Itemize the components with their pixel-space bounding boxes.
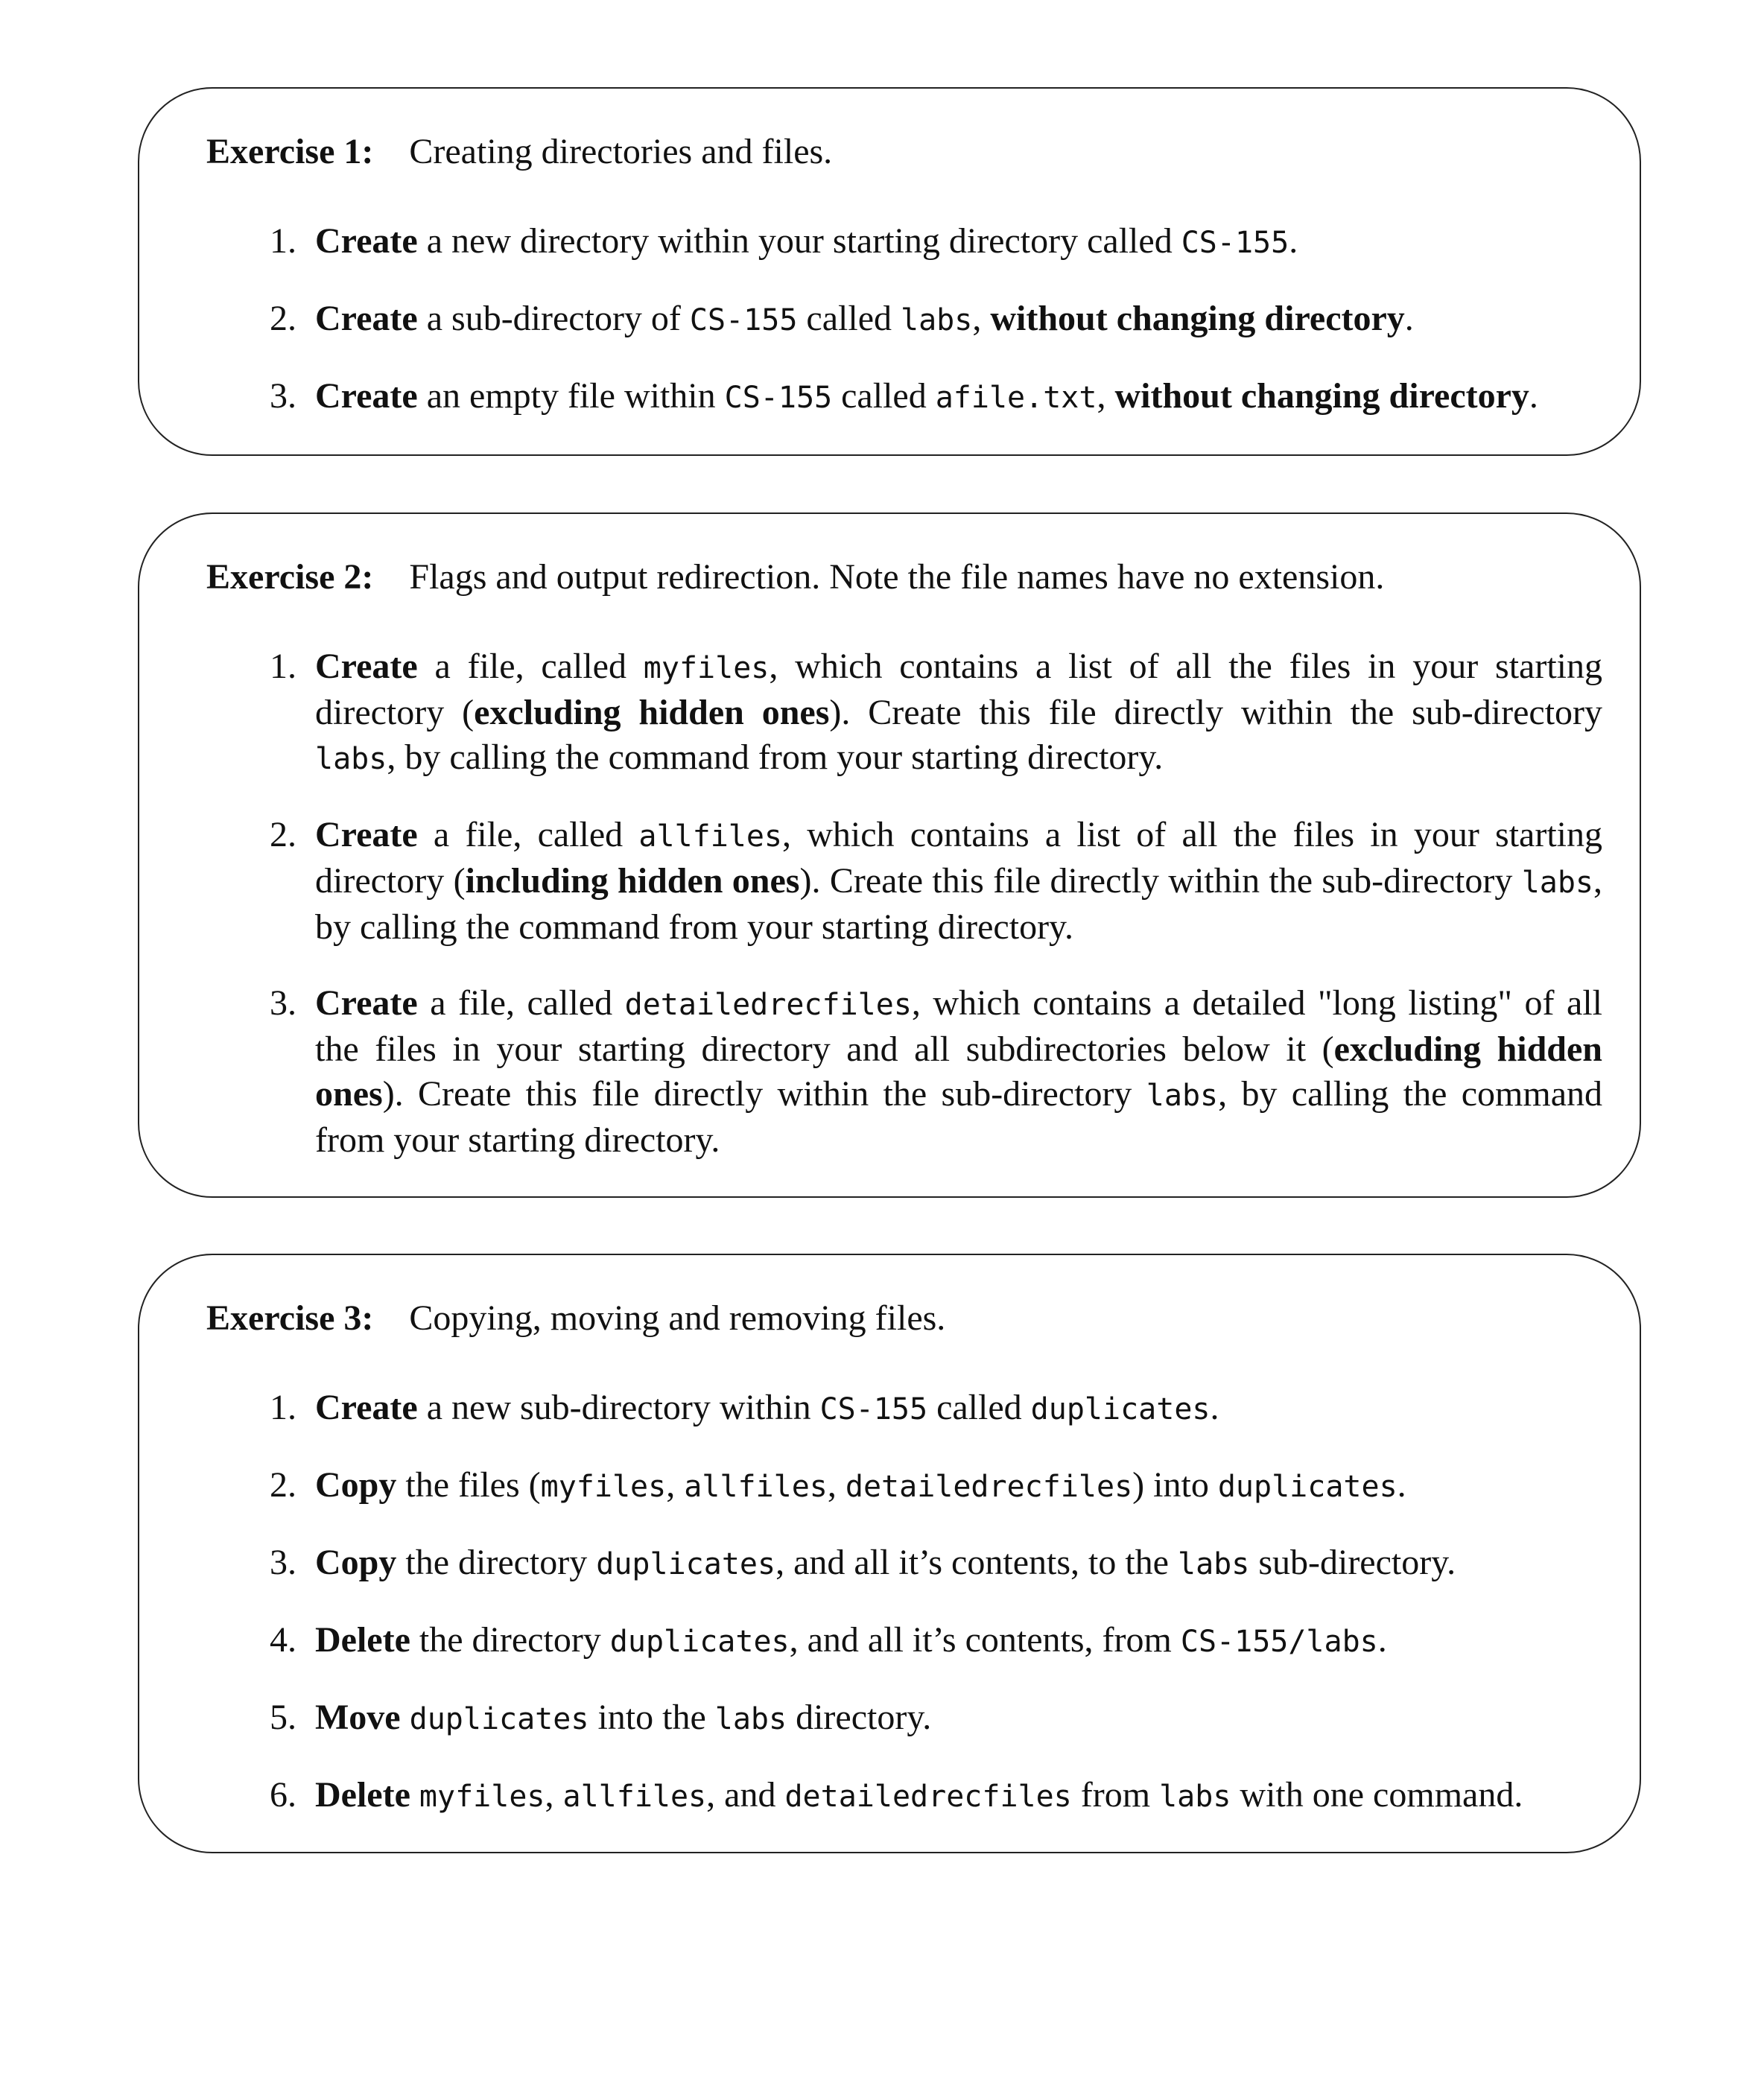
plain-text: a sub-directory of — [417, 299, 690, 338]
plain-text: a new directory within your starting directory called — [417, 221, 1181, 261]
plain-text: , which contains a list of all the files in your starting directory ( — [315, 815, 1603, 901]
exercise-header — [206, 1296, 945, 1341]
plain-text: the directory — [396, 1543, 597, 1582]
plain-text: the files ( — [396, 1465, 541, 1505]
code-text: labs — [1146, 1079, 1219, 1113]
code-text: allfiles — [562, 1780, 707, 1814]
item-number: 2. — [270, 815, 296, 854]
code-text: duplicates — [1030, 1392, 1211, 1426]
exercise-item — [139, 374, 1640, 420]
plain-text: from — [1071, 1775, 1160, 1815]
bold-text: Create — [315, 376, 418, 416]
plain-text: with one command. — [1231, 1775, 1523, 1815]
code-text: duplicates — [409, 1702, 589, 1736]
item-text — [315, 1540, 1602, 1587]
plain-text: . — [1289, 221, 1298, 261]
plain-text: into the — [588, 1698, 715, 1737]
item-text — [315, 219, 1602, 265]
code-text: myfiles — [643, 651, 770, 685]
plain-text: . — [1210, 1388, 1219, 1427]
plain-text: ). Create this file directly within the sub-directory — [799, 861, 1522, 901]
exercise-2-box — [138, 512, 1641, 1198]
item-text — [315, 644, 1602, 781]
exercise-item — [139, 1386, 1640, 1432]
bold-text: including hidden ones — [465, 861, 800, 901]
exercise-description: Creating directories and files. — [409, 132, 833, 171]
plain-text: , and — [706, 1775, 785, 1815]
code-text: labs — [315, 742, 387, 776]
item-number: 2. — [270, 299, 296, 338]
plain-text: , which contains a detailed "long listing" of all the files in your starting directory and all subdirectories below it ( — [315, 983, 1603, 1069]
plain-text: , — [1097, 376, 1115, 416]
exercise-description: Copying, moving and removing files. — [409, 1298, 946, 1338]
bold-text: without changing directory — [990, 299, 1405, 338]
bold-text: Delete — [315, 1620, 410, 1660]
plain-text: an empty file within — [417, 376, 725, 416]
exercise-items — [139, 219, 1640, 451]
bold-text: Create — [315, 299, 418, 338]
exercise-item — [139, 1463, 1640, 1509]
item-text — [315, 981, 1602, 1163]
code-text: detailedrecfiles — [845, 1470, 1133, 1504]
plain-text: called — [832, 376, 936, 416]
plain-text: a file, called — [417, 647, 644, 686]
code-text: labs — [1177, 1547, 1250, 1581]
bold-text: Create — [315, 1388, 418, 1427]
item-number: 1. — [270, 221, 296, 261]
exercise-label: Exercise 3: — [206, 1298, 374, 1338]
item-number: 3. — [270, 983, 296, 1023]
plain-text: , and all it’s contents, to the — [775, 1543, 1178, 1582]
plain-text: directory. — [787, 1698, 932, 1737]
item-number: 1. — [270, 1388, 296, 1427]
code-text: labs — [714, 1702, 787, 1736]
code-text: detailedrecfiles — [784, 1780, 1072, 1814]
plain-text: , and all it’s contents, from — [789, 1620, 1181, 1660]
bold-text: Create — [315, 983, 418, 1023]
plain-text: the directory — [410, 1620, 610, 1660]
plain-text: , — [827, 1465, 845, 1505]
exercise-label: Exercise 2: — [206, 557, 374, 597]
exercise-header — [206, 130, 832, 174]
code-text: duplicates — [1217, 1470, 1397, 1504]
code-text: detailedrecfiles — [624, 988, 912, 1022]
plain-text: . — [1397, 1465, 1406, 1505]
plain-text: a file, called — [417, 815, 639, 854]
exercise-description: Flags and output redirection. Note the file names have no extension. — [409, 557, 1385, 597]
exercise-item — [139, 813, 1640, 950]
item-text — [315, 296, 1602, 343]
code-text: labs — [901, 303, 973, 337]
item-number: 3. — [270, 376, 296, 416]
exercise-item — [139, 1773, 1640, 1819]
plain-text: ) into — [1132, 1465, 1218, 1505]
item-text — [315, 1386, 1602, 1432]
plain-text: ). Create this file directly within the sub-directory — [829, 693, 1603, 732]
exercise-1-box — [138, 87, 1641, 456]
plain-text: , which contains a list of all the files in your starting directory ( — [315, 647, 1603, 732]
plain-text: called — [927, 1388, 1031, 1427]
exercise-item — [139, 981, 1640, 1163]
code-text: duplicates — [609, 1625, 790, 1659]
exercise-3-box — [138, 1254, 1641, 1853]
code-text: CS-155 — [689, 303, 798, 337]
exercise-item — [139, 1695, 1640, 1742]
item-text — [315, 1773, 1602, 1819]
item-number: 6. — [270, 1775, 296, 1815]
plain-text: , — [666, 1465, 685, 1505]
plain-text: , by calling the command from your starting directory. — [315, 861, 1603, 947]
code-text: CS-155 — [724, 381, 833, 415]
plain-text: , by calling the command from your starting directory. — [387, 737, 1164, 777]
bold-text: Move — [315, 1698, 401, 1737]
code-text: allfiles — [684, 1470, 828, 1504]
bold-text: Create — [315, 815, 418, 854]
code-text: labs — [1159, 1780, 1231, 1814]
code-text: CS-155 — [1181, 226, 1289, 260]
code-text: labs — [1521, 866, 1594, 900]
item-text — [315, 1463, 1602, 1509]
code-text: CS-155 — [819, 1392, 928, 1426]
plain-text: . — [1377, 1620, 1387, 1660]
item-text — [315, 1618, 1602, 1664]
exercise-item — [139, 296, 1640, 343]
plain-text: , — [972, 299, 991, 338]
bold-text: Copy — [315, 1465, 397, 1505]
item-number: 3. — [270, 1543, 296, 1582]
plain-text: , by calling the command from your starting directory. — [315, 1074, 1603, 1160]
code-text: duplicates — [596, 1547, 776, 1581]
plain-text: sub-directory. — [1249, 1543, 1456, 1582]
exercise-item — [139, 644, 1640, 781]
plain-text: . — [1404, 299, 1414, 338]
plain-text — [410, 1775, 419, 1815]
exercise-header — [206, 555, 1384, 600]
bold-text: excluding hidden ones — [474, 693, 830, 732]
bold-text: excluding hidden ones — [315, 1029, 1602, 1114]
item-number: 2. — [270, 1465, 296, 1505]
plain-text: a file, called — [417, 983, 625, 1023]
exercise-items — [139, 644, 1640, 1194]
plain-text: . — [1529, 376, 1538, 416]
item-text — [315, 1695, 1602, 1742]
item-text — [315, 813, 1602, 950]
exercise-items — [139, 1386, 1640, 1850]
code-text: myfiles — [540, 1470, 667, 1504]
plain-text: ). Create this file directly within the sub-directory — [382, 1074, 1146, 1114]
plain-text: , — [545, 1775, 563, 1815]
item-text — [315, 374, 1602, 420]
code-text: allfiles — [638, 819, 783, 854]
bold-text: Copy — [315, 1543, 397, 1582]
exercise-label: Exercise 1: — [206, 132, 374, 171]
item-number: 4. — [270, 1620, 296, 1660]
bold-text: without changing directory — [1114, 376, 1529, 416]
bold-text: Create — [315, 647, 418, 686]
plain-text: called — [797, 299, 901, 338]
code-text: afile.txt — [935, 381, 1097, 415]
exercise-item — [139, 219, 1640, 265]
exercise-item — [139, 1618, 1640, 1664]
exercise-item — [139, 1540, 1640, 1587]
code-text: myfiles — [419, 1780, 545, 1814]
bold-text: Delete — [315, 1775, 410, 1815]
item-number: 5. — [270, 1698, 296, 1737]
code-text: CS-155/labs — [1180, 1625, 1378, 1659]
plain-text — [401, 1698, 410, 1737]
bold-text: Create — [315, 221, 418, 261]
plain-text: a new sub-directory within — [417, 1388, 820, 1427]
item-number: 1. — [270, 647, 296, 686]
